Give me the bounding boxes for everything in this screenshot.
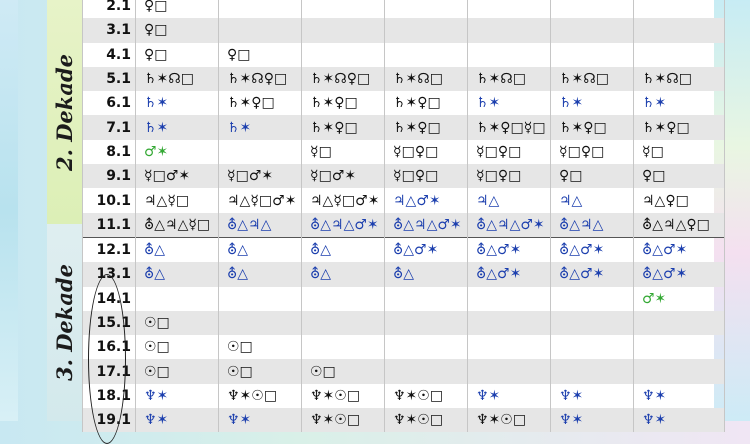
aspect-cell bbox=[219, 408, 302, 432]
date-cell: 12.1 bbox=[83, 237, 136, 262]
aspect-cell bbox=[385, 67, 468, 91]
table-row bbox=[83, 359, 725, 383]
aspect-cell bbox=[302, 67, 385, 91]
aspect-cell bbox=[302, 384, 385, 408]
aspect-symbols: ☿□♂✶ bbox=[310, 168, 357, 185]
aspect-cell bbox=[219, 262, 302, 286]
aspect-cell bbox=[302, 408, 385, 432]
aspect-cell bbox=[302, 0, 385, 18]
aspect-cell bbox=[551, 408, 634, 432]
aspect-symbols: ⛢△♃△♂✶ bbox=[393, 216, 462, 233]
aspect-symbols: ♃△ bbox=[559, 192, 583, 209]
aspect-symbols: ♄✶ bbox=[144, 119, 169, 136]
aspect-cell bbox=[136, 67, 219, 91]
aspect-cell bbox=[385, 18, 468, 42]
aspect-cell bbox=[634, 188, 725, 212]
date-cell: 6.1 bbox=[83, 91, 136, 115]
aspect-symbols: ♃△☿□ bbox=[144, 192, 190, 209]
aspect-cell bbox=[385, 164, 468, 188]
aspect-symbols: ☉□ bbox=[144, 315, 170, 331]
aspect-cell bbox=[136, 384, 219, 408]
aspect-symbols: ♄✶♀□ bbox=[310, 119, 358, 136]
aspect-cell bbox=[634, 43, 725, 67]
aspect-cell bbox=[551, 287, 634, 311]
date-cell: 16.1 bbox=[83, 335, 136, 359]
date-cell: 2.1 bbox=[83, 0, 136, 18]
aspect-symbols: ♀□ bbox=[144, 0, 168, 15]
aspect-symbols: ♀□ bbox=[642, 168, 666, 185]
aspect-cell bbox=[136, 140, 219, 164]
table-row bbox=[83, 287, 725, 311]
aspect-cell bbox=[551, 262, 634, 286]
aspect-cell bbox=[468, 335, 551, 359]
aspect-cell bbox=[551, 311, 634, 335]
aspect-cell bbox=[385, 0, 468, 18]
aspect-cell bbox=[385, 262, 468, 286]
date-cell: 4.1 bbox=[83, 43, 136, 67]
aspect-symbols: ♄✶♀□ bbox=[559, 119, 607, 136]
aspect-cell bbox=[468, 115, 551, 139]
aspect-cell bbox=[468, 188, 551, 212]
aspect-cell bbox=[219, 0, 302, 18]
aspect-cell bbox=[219, 115, 302, 139]
aspect-symbols: ☿□ bbox=[642, 143, 664, 160]
table-row bbox=[83, 140, 725, 164]
aspect-cell bbox=[302, 91, 385, 115]
aspect-cell bbox=[136, 262, 219, 286]
aspect-symbols: ⛢△♃△ bbox=[559, 216, 604, 233]
aspect-symbols: ♃△☿□♂✶ bbox=[310, 192, 380, 209]
aspect-symbols: ♆✶ bbox=[227, 412, 252, 429]
aspect-cell bbox=[302, 262, 385, 286]
aspect-symbols: ☿□♂✶ bbox=[144, 168, 191, 185]
aspect-cell bbox=[634, 384, 725, 408]
table-row bbox=[83, 237, 725, 262]
aspect-symbols: ♄✶♀□ bbox=[642, 119, 690, 136]
aspect-symbols: ♃△ bbox=[476, 192, 500, 209]
aspect-symbols: ♆✶ bbox=[559, 412, 584, 429]
aspect-cell bbox=[136, 164, 219, 188]
aspect-symbols: ⛢△♃△ bbox=[227, 216, 272, 233]
aspect-symbols: ⛢△♃△♂✶ bbox=[310, 216, 379, 233]
aspect-cell bbox=[634, 311, 725, 335]
aspect-cell bbox=[634, 67, 725, 91]
aspect-symbols: ♄✶♀□ bbox=[227, 95, 275, 112]
dekade-3-label: 3. Dekade bbox=[52, 263, 78, 382]
aspect-cell bbox=[468, 91, 551, 115]
aspect-cell bbox=[136, 408, 219, 432]
left-margin-strip bbox=[0, 0, 18, 421]
aspect-symbols: ♄✶ bbox=[559, 95, 584, 112]
aspect-cell bbox=[551, 0, 634, 18]
aspect-cell bbox=[385, 359, 468, 383]
table-row bbox=[83, 311, 725, 335]
dekade-2-label-box bbox=[47, 0, 82, 224]
aspect-cell bbox=[302, 287, 385, 311]
aspect-cell bbox=[551, 140, 634, 164]
aspect-symbols: ♆✶☉□ bbox=[310, 412, 361, 429]
aspect-cell bbox=[219, 91, 302, 115]
aspect-cell bbox=[634, 237, 725, 262]
aspect-cell bbox=[302, 43, 385, 67]
date-cell: 17.1 bbox=[83, 359, 136, 383]
aspect-symbols: ⛢△ bbox=[393, 266, 415, 283]
aspect-symbols: ♄✶♀□ bbox=[310, 95, 358, 112]
aspect-cell bbox=[468, 262, 551, 286]
aspect-cell bbox=[385, 188, 468, 212]
aspect-cell bbox=[551, 213, 634, 238]
aspect-symbols: ☿□ bbox=[310, 143, 332, 160]
date-cell: 14.1 bbox=[83, 287, 136, 311]
date-cell: 3.1 bbox=[83, 18, 136, 42]
aspect-cell bbox=[302, 188, 385, 212]
aspect-cell bbox=[634, 0, 725, 18]
table-row bbox=[83, 0, 725, 18]
aspect-symbols: ♀□ bbox=[144, 46, 168, 63]
aspect-symbols: ♄✶ bbox=[476, 95, 501, 112]
aspect-symbols: ♆✶☉□ bbox=[476, 412, 527, 429]
aspect-symbols: ⛢△ bbox=[144, 266, 166, 283]
aspect-symbols: ☿□♀□ bbox=[476, 168, 522, 185]
aspect-cell bbox=[634, 115, 725, 139]
aspect-cell bbox=[385, 213, 468, 238]
aspect-symbols: ♄✶☊♀□ bbox=[310, 71, 371, 88]
aspect-symbols: ☉□ bbox=[144, 363, 170, 380]
aspect-cell bbox=[302, 213, 385, 238]
aspect-symbols: ☉□ bbox=[310, 363, 336, 380]
aspect-symbols: ♃△☿□♂✶ bbox=[227, 192, 297, 209]
aspect-cell bbox=[385, 287, 468, 311]
aspect-symbols: ♄✶☊□ bbox=[144, 71, 194, 88]
aspect-symbols: ♂✶ bbox=[642, 290, 667, 307]
aspect-cell bbox=[551, 67, 634, 91]
aspect-symbols: ♄✶☊□ bbox=[559, 71, 609, 88]
aspect-symbols: ⛢△♃△♂✶ bbox=[476, 216, 545, 233]
aspect-cell bbox=[219, 43, 302, 67]
aspect-symbols: ♆✶☉□ bbox=[227, 387, 278, 404]
aspect-cell bbox=[634, 213, 725, 238]
aspect-cell bbox=[385, 140, 468, 164]
table-row bbox=[83, 188, 725, 212]
aspect-symbols: ⛢△ bbox=[144, 242, 166, 259]
aspect-cell bbox=[219, 213, 302, 238]
aspect-symbols: ♆✶ bbox=[144, 387, 169, 404]
dekade-2-label: 2. Dekade bbox=[52, 53, 78, 171]
aspect-cell bbox=[136, 43, 219, 67]
aspect-symbols: ♀□ bbox=[144, 22, 168, 39]
table-row bbox=[83, 67, 725, 91]
aspect-cell bbox=[136, 237, 219, 262]
table-row bbox=[83, 408, 725, 432]
aspect-symbols: ☿□♀□ bbox=[393, 143, 439, 160]
aspect-cell bbox=[385, 335, 468, 359]
aspect-cell bbox=[136, 335, 219, 359]
aspect-symbols: ♄✶♀□☿□ bbox=[476, 119, 546, 136]
dekade-3-label-box bbox=[47, 224, 82, 421]
table-row bbox=[83, 384, 725, 408]
aspect-symbols: ♆✶☉□ bbox=[310, 387, 361, 404]
aspect-symbols: ♆✶☉□ bbox=[393, 387, 444, 404]
aspect-cell bbox=[302, 140, 385, 164]
aspect-cell bbox=[219, 140, 302, 164]
aspect-cell bbox=[634, 408, 725, 432]
aspect-symbols: ♄✶ bbox=[144, 95, 169, 112]
aspect-cell bbox=[468, 359, 551, 383]
aspect-symbols: ⛢△♂✶ bbox=[559, 242, 605, 259]
aspect-cell bbox=[551, 335, 634, 359]
aspect-symbols: ♄✶☊□ bbox=[476, 71, 526, 88]
aspect-cell bbox=[136, 359, 219, 383]
aspect-cell bbox=[634, 140, 725, 164]
aspect-symbols: ⛢△♂✶ bbox=[642, 242, 688, 259]
aspect-cell bbox=[219, 164, 302, 188]
aspect-cell bbox=[551, 188, 634, 212]
date-cell: 19.1 bbox=[83, 408, 136, 432]
aspect-cell bbox=[302, 311, 385, 335]
aspect-symbols: ♄✶☊♀□ bbox=[227, 71, 288, 88]
aspect-symbols: ⛢△ bbox=[227, 242, 249, 259]
aspect-cell bbox=[219, 335, 302, 359]
aspect-symbols: ♆✶ bbox=[642, 387, 667, 404]
aspect-symbols: ⛢△♂✶ bbox=[476, 242, 522, 259]
aspect-cell bbox=[551, 91, 634, 115]
aspect-cell bbox=[468, 18, 551, 42]
aspect-cell bbox=[385, 43, 468, 67]
aspect-symbols: ♄✶ bbox=[227, 119, 252, 136]
aspect-cell bbox=[136, 188, 219, 212]
aspect-symbols: ⛢△ bbox=[310, 266, 332, 283]
date-cell: 10.1 bbox=[83, 188, 136, 212]
aspect-symbols: ⛢△♃△☿□ bbox=[144, 216, 211, 233]
table-row bbox=[83, 91, 725, 115]
aspect-symbols: ☉□ bbox=[144, 339, 170, 356]
aspect-cell bbox=[302, 335, 385, 359]
aspect-cell bbox=[468, 213, 551, 238]
aspect-symbols: ♄✶ bbox=[642, 95, 667, 112]
aspect-cell bbox=[302, 237, 385, 262]
aspect-symbols: ♆✶☉□ bbox=[393, 412, 444, 429]
aspect-cell bbox=[551, 384, 634, 408]
aspect-cell bbox=[468, 311, 551, 335]
aspect-cell bbox=[219, 237, 302, 262]
aspect-cell bbox=[468, 164, 551, 188]
aspect-symbols: ♀□ bbox=[227, 46, 251, 63]
table-row bbox=[83, 335, 725, 359]
date-circle-annotation bbox=[88, 274, 126, 444]
aspect-symbols: ♃△♀□ bbox=[642, 192, 689, 209]
aspect-cell bbox=[634, 164, 725, 188]
aspect-cell bbox=[634, 262, 725, 286]
aspect-cell bbox=[551, 237, 634, 262]
aspect-table bbox=[82, 0, 725, 432]
aspect-cell bbox=[219, 67, 302, 91]
aspect-cell bbox=[219, 359, 302, 383]
aspect-cell bbox=[219, 18, 302, 42]
aspect-cell bbox=[634, 359, 725, 383]
aspect-cell bbox=[468, 237, 551, 262]
date-cell: 9.1 bbox=[83, 164, 136, 188]
table-row bbox=[83, 43, 725, 67]
aspect-symbols: ♂✶ bbox=[144, 143, 169, 160]
date-cell: 11.1 bbox=[83, 213, 136, 238]
table-row bbox=[83, 115, 725, 139]
aspect-cell bbox=[219, 188, 302, 212]
aspect-cell bbox=[634, 91, 725, 115]
aspect-cell bbox=[468, 140, 551, 164]
aspect-cell bbox=[468, 0, 551, 18]
table-row bbox=[83, 18, 725, 42]
aspect-cell bbox=[302, 115, 385, 139]
aspect-cell bbox=[302, 164, 385, 188]
aspect-symbols: ♄✶♀□ bbox=[393, 119, 441, 136]
aspect-symbols: ⛢△♂✶ bbox=[393, 242, 439, 259]
aspect-cell bbox=[551, 164, 634, 188]
aspect-symbols: ♆✶ bbox=[642, 412, 667, 429]
aspect-symbols: ♆✶ bbox=[559, 387, 584, 404]
aspect-symbols: ♆✶ bbox=[476, 387, 501, 404]
aspect-symbols: ☉□ bbox=[227, 363, 253, 380]
aspect-symbols: ☿□♂✶ bbox=[227, 168, 274, 185]
aspect-cell bbox=[136, 287, 219, 311]
aspect-symbols: ☿□♀□ bbox=[559, 143, 605, 160]
date-cell: 8.1 bbox=[83, 140, 136, 164]
aspect-cell bbox=[385, 115, 468, 139]
aspect-symbols: ⛢△ bbox=[227, 266, 249, 283]
aspect-symbols: ☉□ bbox=[227, 339, 253, 356]
aspect-symbols: ⛢△♂✶ bbox=[559, 266, 605, 283]
aspect-cell bbox=[468, 67, 551, 91]
aspect-cell bbox=[136, 115, 219, 139]
aspect-cell bbox=[551, 18, 634, 42]
aspect-symbols: ♆✶ bbox=[144, 412, 169, 429]
date-cell: 5.1 bbox=[83, 67, 136, 91]
aspect-cell bbox=[551, 359, 634, 383]
aspect-symbols: ☿□♀□ bbox=[476, 143, 522, 160]
table-row bbox=[83, 213, 725, 238]
aspect-symbols: ♃△♂✶ bbox=[393, 192, 441, 209]
aspect-cell bbox=[634, 335, 725, 359]
aspect-cell bbox=[219, 287, 302, 311]
aspect-cell bbox=[136, 91, 219, 115]
aspect-cell bbox=[551, 115, 634, 139]
date-cell: 7.1 bbox=[83, 115, 136, 139]
aspect-cell bbox=[219, 311, 302, 335]
aspect-cell bbox=[385, 237, 468, 262]
aspect-symbols: ⛢△♂✶ bbox=[642, 266, 688, 283]
aspect-cell bbox=[551, 43, 634, 67]
aspect-cell bbox=[385, 311, 468, 335]
date-cell: 18.1 bbox=[83, 384, 136, 408]
aspect-symbols: ⛢△♂✶ bbox=[476, 266, 522, 283]
date-cell: 13.1 bbox=[83, 262, 136, 286]
aspect-symbols: ♄✶♀□ bbox=[393, 95, 441, 112]
aspect-cell bbox=[136, 18, 219, 42]
table-row bbox=[83, 262, 725, 286]
aspect-symbols: ☿□♀□ bbox=[393, 168, 439, 185]
aspect-symbols: ♄✶☊□ bbox=[393, 71, 443, 88]
aspect-cell bbox=[468, 408, 551, 432]
aspect-cell bbox=[136, 0, 219, 18]
aspect-cell bbox=[136, 311, 219, 335]
aspect-cell bbox=[468, 384, 551, 408]
aspect-cell bbox=[219, 384, 302, 408]
aspect-cell bbox=[468, 287, 551, 311]
aspect-cell bbox=[302, 18, 385, 42]
aspect-cell bbox=[385, 384, 468, 408]
aspect-cell bbox=[468, 43, 551, 67]
date-cell: 15.1 bbox=[83, 311, 136, 335]
aspect-cell bbox=[385, 408, 468, 432]
aspect-cell bbox=[634, 18, 725, 42]
table-row bbox=[83, 164, 725, 188]
aspect-cell bbox=[136, 213, 219, 238]
aspect-cell bbox=[302, 359, 385, 383]
aspect-cell bbox=[385, 91, 468, 115]
aspect-symbols: ⛢△♃△♀□ bbox=[642, 216, 710, 233]
aspect-symbols: ⛢△ bbox=[310, 242, 332, 259]
aspect-symbols: ♀□ bbox=[559, 168, 583, 185]
aspect-cell bbox=[634, 287, 725, 311]
aspect-symbols: ♄✶☊□ bbox=[642, 71, 692, 88]
